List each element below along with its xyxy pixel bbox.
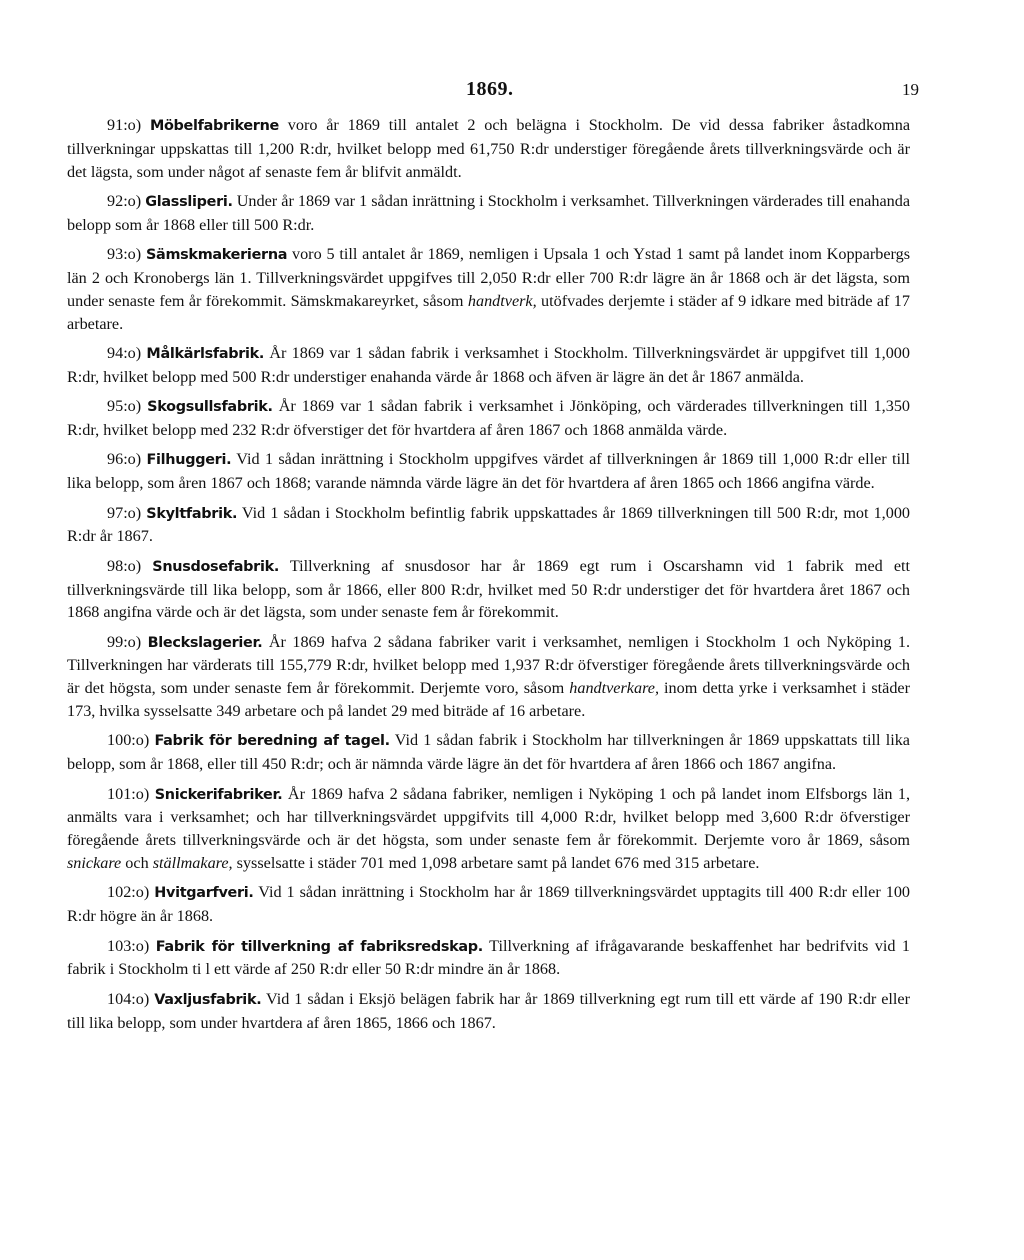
paragraph-98 [67,555,910,624]
paragraph-number: 99:o) [107,632,142,651]
paragraph-text: Vid 1 sådan i Eksjö belägen fabrik har år 1869 tillverkning egt rum till ett värde af 190 R:dr eller till lika belopp, som under hvartdera af åren 1865, 1866 och 1867. [67,989,910,1032]
paragraph-italic-term: handtverk, [467,291,537,310]
paragraph-97 [67,502,910,549]
paragraph-number: 96:o) [107,450,142,469]
paragraph-keyword: Fabrik för beredning af tagel. [154,733,390,750]
paragraph-94 [67,342,910,389]
page-header [0,78,1024,104]
paragraph-text: Vid 1 sådan inrättning i Stockholm uppgifves värdet af tillverkningen år 1869 till 1,000 R:dr eller till lika belopp, som åren 1867 och 1868; varande nämnda värde lägre än det för hvartdera af åren 1865 och 1866 angifna värde. [67,450,911,493]
paragraph-text: och [121,854,153,873]
paragraph-text: voro 5 till antalet år 1869, nemligen i Upsala 1 och Ystad 1 samt på landet inom Kopparbergs län 2 och Kronobergs län 1. Tillverkningsvärdet uppgifves till 2,050 R:dr eller 700 R:dr lägre än år 1868 och är det lägsta, som under senaste fem år förekommit. Sämskmakareyrket, såsom [67,245,910,310]
paragraph-keyword: Skogsullsfabrik. [147,399,273,416]
paragraph-text: År 1869 var 1 sådan fabrik i verksamhet i Jönköping, och värderades tillverkningen till 1,350 R:dr, hvilket belopp med 232 R:dr öfverstiger det för hvartdera af åren 1867 och 1868 anmälda värde. [67,397,911,439]
paragraph-keyword: Sämskmakerierna [145,247,288,264]
paragraph-number: 95:o) [107,397,142,416]
paragraph-keyword: Fabrik för tillverkning af fabriksredskap. [155,938,483,955]
paragraph-italic-term: snickare [67,854,122,873]
paragraph-text: Tillverkning af snusdosor har år 1869 egt rum i Oscarshamn vid 1 fabrik med ett tillverkningsvärde till lika belopp, som år 1866, eller 800 R:dr, hvilket med 50 R:dr understiger det för hvartdera året 1867 och 1868 angifna värde och är det lägsta, som under senaste fem år förekommit. [67,556,910,622]
paragraph-91 [67,114,910,183]
paragraph-text: År 1869 hafva 2 sådana fabriker, nemligen i Nyköping 1 och på landet inom Elfsborgs län 1, anmälts vara i verksamhet; och har tillverkningsvärdet uppgifvits till 4,000 R:dr, hvilket belopp med 3,600 R:dr öfverstiger föregående årets tillverkningsvärde och är det högsta, som under senaste fem år förekommit. Derjemte voro år 1869, såsom [67,784,911,850]
paragraph-keyword: Snickerifabriker. [154,786,283,803]
paragraph-number: 94:o) [107,343,142,362]
paragraph-103 [67,935,910,982]
paragraph-text: sysselsatte i städer 701 med 1,098 arbetare samt på landet 676 med 315 arbetare. [232,854,760,873]
paragraph-text: utöfvades derjemte i städer af 9 idkare med biträde af 17 arbetare. [67,291,910,333]
paragraph-number: 97:o) [107,503,142,522]
paragraph-keyword: Skyltfabrik. [146,505,238,522]
paragraph-italic-term: ställmakare, [152,854,233,873]
paragraph-number: 101:o) [107,784,150,803]
paragraph-101 [67,783,910,875]
paragraph-text: inom detta yrke i verksamhet i städer 173, hvilka sysselsatte 349 arbetare och på landet 29 med biträde af 16 arbetare. [67,679,910,721]
paragraph-number: 103:o) [107,936,150,955]
page-number: 19 [902,80,919,99]
paragraph-number: 98:o) [107,556,142,575]
header-year: 1869. [466,78,514,100]
paragraph-italic-term: handtverkare, [569,679,660,698]
paragraph-95 [67,395,910,442]
paragraph-text: voro år 1869 till antalet 2 och belägna i Stockholm. De vid dessa fabriker åstadkomna tillverkningar uppskattas till 1,200 R:dr, hvilket belopp med 61,750 R:dr understiger föregående årets tillverkningsvärde och är det lägsta, som under något af senaste fem år blifvit anmäldt. [67,116,910,181]
paragraph-text: År 1869 hafva 2 sådana fabriker varit i verksamhet, nemligen i Stockholm 1 och Nyköping 1. Tillverkningen har värderats till 155,779 R:dr, hvilket belopp med 1,937 R:dr öfverstiger föregående årets tillverkningsvärde och är det högsta, som under senaste fem år förekommit. Derjemte voro, såsom [67,632,910,698]
paragraph-keyword: Filhuggeri. [146,452,232,469]
paragraph-number: 92:o) [107,191,142,210]
paragraph-text: Vid 1 sådan inrättning i Stockholm har år 1869 tillverkningsvärdet upptagits till 400 R:dr eller 100 R:dr högre än år 1868. [67,883,911,926]
paragraph-102 [67,881,910,928]
paragraph-99 [67,631,910,723]
paragraph-number: 104:o) [107,989,150,1008]
paragraph-keyword: Hvitgarfveri. [154,885,254,902]
paragraph-text: Tillverkning af ifrågavarande beskaffenhet har bedrifvits vid 1 fabrik i Stockholm ti l ett värde af 250 R:dr eller 50 R:dr mindre än år 1868. [67,936,911,979]
paragraph-93 [67,243,910,335]
document-body [67,114,910,1041]
paragraph-number: 100:o) [107,731,150,750]
paragraph-100 [67,729,910,776]
paragraph-keyword: Glassliperi. [145,193,233,210]
paragraph-text: Vid 1 sådan i Stockholm befintlig fabrik uppskattades år 1869 tillverkningen till 500 R:dr, mot 1,000 R:dr år 1867. [67,503,911,546]
paragraph-number: 91:o) [107,116,142,134]
paragraph-number: 93:o) [107,245,142,264]
paragraph-keyword: Målkärlsfabrik. [146,345,265,362]
paragraph-text: Vid 1 sådan fabrik i Stockholm har tillverkningen år 1869 uppskattats till lika belopp, som år 1868, eller till 450 R:dr; och är nämnda värde lägre än det för hvartdera af åren 1866 och 1867 angifna. [67,731,910,774]
paragraph-keyword: Möbelfabrikerne [149,118,280,134]
paragraph-104 [67,988,910,1035]
paragraph-92 [67,190,910,237]
paragraph-text: Under år 1869 var 1 sådan inrättning i Stockholm i verksamhet. Tillverkningen värderades till enahanda belopp som år 1868 eller till 500 R:dr. [67,191,911,234]
paragraph-96 [67,448,910,495]
paragraph-keyword: Vaxljusfabrik. [154,991,262,1008]
paragraph-text: År 1869 var 1 sådan fabrik i verksamhet i Stockholm. Tillverkningsvärdet är uppgifvet till 1,000 R:dr, hvilket belopp med 500 R:dr understiger enahanda värde år 1868 och äfven är lägre än det år 1867 anmälda. [67,343,910,386]
paragraph-keyword: Snusdosefabrik. [152,558,280,575]
paragraph-keyword: Bleckslagerier. [147,634,263,651]
paragraph-number: 102:o) [107,883,150,902]
